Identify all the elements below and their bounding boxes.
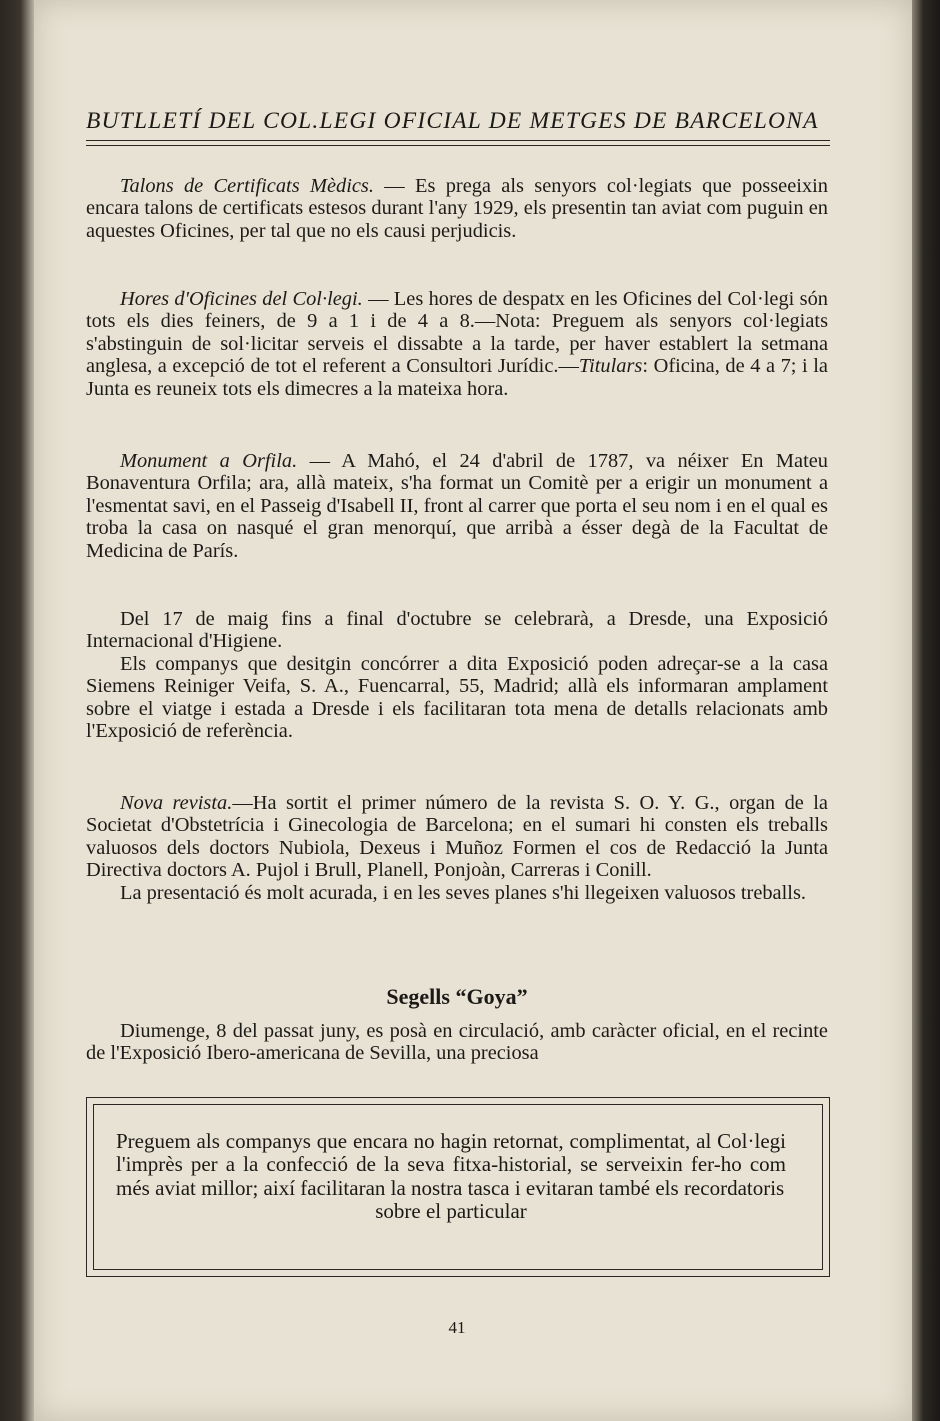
article-nova-revista — [86, 792, 828, 904]
running-header: BUTLLETÍ DEL COL.LEGI OFICIAL DE METGES DE BARCELONA — [86, 108, 819, 134]
article-paragraph: Els companys que desitgin concórrer a dita Exposició poden adreçar-se a la casa Siemens Reiniger Veifa, S. A., Fuencarral, 55, Madrid; allà els informaran amplament sobre el viatge i estada a Dresde i els facilitaran tota mena de detalls relacionats amb l'Exposició de referència. — [86, 652, 828, 743]
notice-text — [116, 1130, 786, 1224]
section-title: Segells “Goya” — [386, 984, 528, 1009]
article-body: — A Mahó, el 24 d'abril de 1787, va néixer En Mateu Bonaventura Orfila; ara, allà mateix, s'ha format un Comitè per a erigir un monument a l'esmentat savi, en el Passeig d'Isabell II, front al carrer que porta el seu nom i en el qual es troba la casa on nasqué el gran menorquí, que arribà a ésser degà de la Facultat de Medicina de París. — [86, 450, 828, 562]
page-edge — [912, 0, 940, 1421]
article-body: —Ha sortit el primer número de la revista S. O. Y. G., organ de la Societat d'Obstetrícia i Ginecologia de Barcelona; en el sumari hi consten els treballs valuosos dels doctors Nubiola, Dexeus i Muñoz Formen el cos de Redacció la Junta Directiva doctors A. Pujol i Brull, Planell, Ponjoàn, Carreras i Conill. — [86, 792, 828, 882]
article-title: Monument a Orfila. — [120, 450, 298, 472]
article-body: : Oficina, de 4 a 7; i la Junta es reuneix tots els dimecres a la mateixa hora. — [86, 355, 828, 400]
section-paragraph: Diumenge, 8 del passat juny, es posà en circulació, amb caràcter oficial, en el recinte de l'Exposició Ibero-americana de Sevilla, una preciosa — [86, 1020, 828, 1065]
notice-last-line: sobre el particular — [375, 1199, 527, 1224]
book-spine — [0, 0, 34, 1421]
article-title: Nova revista. — [120, 792, 233, 814]
article-orfila — [86, 450, 828, 562]
page-number: 41 — [448, 1318, 466, 1337]
article-body: — Es prega als senyors col·legiats que posseeixin encara talons de certificats estesos durant l'any 1929, els presentin tan aviat com puguin en aquestes Oficines, per tal que no els causi perjudicis. — [86, 175, 829, 242]
header-rule-top — [86, 140, 830, 141]
article-talons — [86, 175, 828, 242]
titulars-label: Titulars — [578, 355, 643, 378]
article-title: Talons de Certificats Mèdics. — [120, 175, 374, 197]
article-body: — Les hores de despatx en les Oficines del Col·legi són tots els dies feiners, de 9 a 1 i de 4 a 8.—Nota: Preguem als senyors col·legiats s'abstinguin de sol·licitar serveis el dissabte a la tarde, per haver establert la setmana anglesa, a excepció de tot el referent a Consultori Jurídic.— — [86, 288, 828, 378]
article-hores — [86, 288, 828, 400]
article-dresde — [86, 608, 828, 742]
article-paragraph: Del 17 de maig fins a final d'octubre se celebrarà, a Dresde, una Exposició Internacional d'Higiene. — [86, 608, 828, 653]
article-paragraph: La presentació és molt acurada, i en les seves planes s'hi llegeixen valuosos treballs. — [120, 881, 806, 904]
notice-paragraph: Preguem als companys que encara no hagin retornat, complimentat, al Col·legi l'imprès per a la confecció de la seva fitxa-historial, se serveixin fer-ho com més aviat millor; així facilitaran la nostra tasca i evitaran també els recordatoris — [116, 1129, 786, 1200]
section-body — [86, 1020, 828, 1065]
header-rule-bottom — [86, 145, 830, 146]
article-title: Hores d'Oficines del Col·legi. — [120, 288, 363, 310]
